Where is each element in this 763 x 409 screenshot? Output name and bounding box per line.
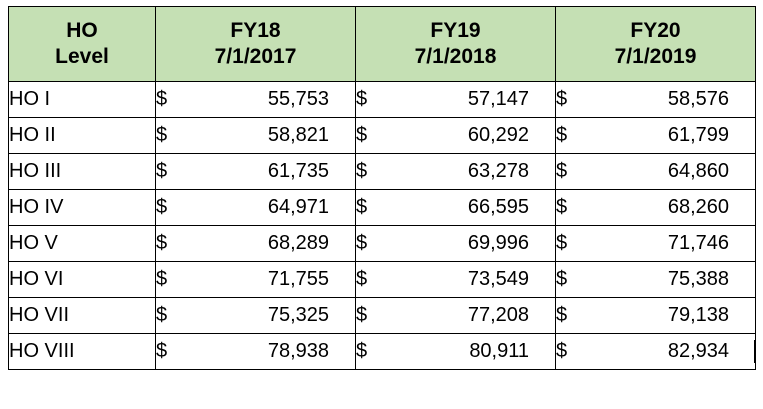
currency-symbol: $ [156, 232, 168, 254]
cell-fy19 [356, 226, 556, 262]
cell-amount: 64,971 [267, 196, 329, 218]
currency-symbol: $ [156, 160, 168, 182]
table-row [9, 226, 756, 262]
currency-symbol: $ [556, 88, 568, 110]
cell-level: HO V [9, 226, 156, 262]
currency-symbol: $ [156, 88, 168, 110]
column-header-fy19-line2: 7/1/2018 [414, 45, 497, 68]
cell-level: HO III [9, 154, 156, 190]
currency-symbol: $ [356, 88, 368, 110]
column-header-fy20 [556, 7, 756, 82]
currency-symbol: $ [356, 124, 368, 146]
cell-fy19 [356, 334, 556, 370]
currency-symbol: $ [156, 196, 168, 218]
column-header-fy20-line1: FY20 [630, 19, 681, 43]
cell-amount: 58,576 [667, 88, 729, 110]
currency-symbol: $ [356, 232, 368, 254]
currency-symbol: $ [556, 196, 568, 218]
column-header-fy18-line2: 7/1/2017 [214, 45, 297, 68]
cell-fy20 [556, 226, 756, 262]
cell-level: HO VIII [9, 334, 156, 370]
currency-symbol: $ [556, 340, 568, 362]
cell-amount: 80,911 [469, 340, 529, 362]
currency-symbol: $ [156, 304, 168, 326]
cell-amount: 61,799 [667, 124, 729, 146]
cell-fy19 [356, 262, 556, 298]
table-row [9, 118, 756, 154]
cell-fy20 [556, 298, 756, 334]
currency-symbol: $ [356, 268, 368, 290]
cell-amount: 69,996 [467, 232, 529, 254]
pay-scale-table [8, 6, 756, 370]
cell-amount: 66,595 [467, 196, 529, 218]
currency-symbol: $ [556, 304, 568, 326]
currency-symbol: $ [356, 304, 368, 326]
currency-symbol: $ [556, 232, 568, 254]
cell-fy19 [356, 118, 556, 154]
cell-fy19 [356, 190, 556, 226]
cell-level: HO VII [9, 298, 156, 334]
column-header-ho-level-line1: HO [66, 19, 98, 43]
currency-symbol: $ [156, 268, 168, 290]
cell-amount: 61,735 [267, 160, 329, 182]
cell-level: HO I [9, 82, 156, 118]
cell-fy19 [356, 298, 556, 334]
cell-fy18 [156, 118, 356, 154]
cell-amount: 68,260 [667, 196, 729, 218]
cell-fy18 [156, 190, 356, 226]
column-header-fy20-line2: 7/1/2019 [614, 45, 697, 68]
table-row [9, 190, 756, 226]
cell-amount: 58,821 [267, 124, 329, 146]
cell-amount: 75,325 [267, 304, 329, 326]
column-header-fy18-line1: FY18 [230, 19, 281, 43]
currency-symbol: $ [356, 340, 368, 362]
currency-symbol: $ [156, 340, 168, 362]
cell-fy20 [556, 82, 756, 118]
column-header-ho-level-line2: Level [55, 45, 109, 68]
column-header-ho-level [9, 7, 156, 82]
table-row [9, 334, 756, 370]
cell-amount: 60,292 [467, 124, 529, 146]
cell-amount: 73,549 [467, 268, 529, 290]
table-row [9, 82, 756, 118]
cell-fy20 [556, 262, 756, 298]
cell-fy19 [356, 154, 556, 190]
header-row [9, 7, 756, 82]
cell-amount: 71,746 [667, 232, 729, 254]
cell-amount: 55,753 [267, 88, 329, 110]
cell-amount: 78,938 [267, 340, 329, 362]
cell-amount: 79,138 [667, 304, 729, 326]
cell-fy18 [156, 226, 356, 262]
cell-fy18 [156, 154, 356, 190]
currency-symbol: $ [556, 160, 568, 182]
table-row [9, 154, 756, 190]
column-header-fy19 [356, 7, 556, 82]
currency-symbol: $ [556, 268, 568, 290]
cell-amount: 57,147 [467, 88, 529, 110]
column-header-fy19-line1: FY19 [430, 19, 481, 43]
cell-fy18 [156, 262, 356, 298]
table-row [9, 262, 756, 298]
cell-amount: 63,278 [467, 160, 529, 182]
currency-symbol: $ [356, 160, 368, 182]
cell-amount: 68,289 [267, 232, 329, 254]
cell-fy19 [356, 82, 556, 118]
cell-amount: 75,388 [667, 268, 729, 290]
cell-amount: 71,755 [267, 268, 329, 290]
currency-symbol: $ [356, 196, 368, 218]
cell-level: HO IV [9, 190, 156, 226]
cell-fy18 [156, 334, 356, 370]
cell-amount: 77,208 [467, 304, 529, 326]
cell-amount: 64,860 [667, 160, 729, 182]
column-header-fy18 [156, 7, 356, 82]
cell-fy20 [556, 334, 756, 370]
cell-level: HO II [9, 118, 156, 154]
table-row [9, 298, 756, 334]
currency-symbol: $ [156, 124, 168, 146]
cell-fy18 [156, 298, 356, 334]
cell-fy20 [556, 154, 756, 190]
cell-fy18 [156, 82, 356, 118]
table-body [9, 82, 756, 370]
cell-amount: 82,934 [668, 340, 755, 363]
currency-symbol: $ [556, 124, 568, 146]
cell-fy20 [556, 118, 756, 154]
table-header [9, 7, 756, 82]
cell-fy20 [556, 190, 756, 226]
cell-level: HO VI [9, 262, 156, 298]
